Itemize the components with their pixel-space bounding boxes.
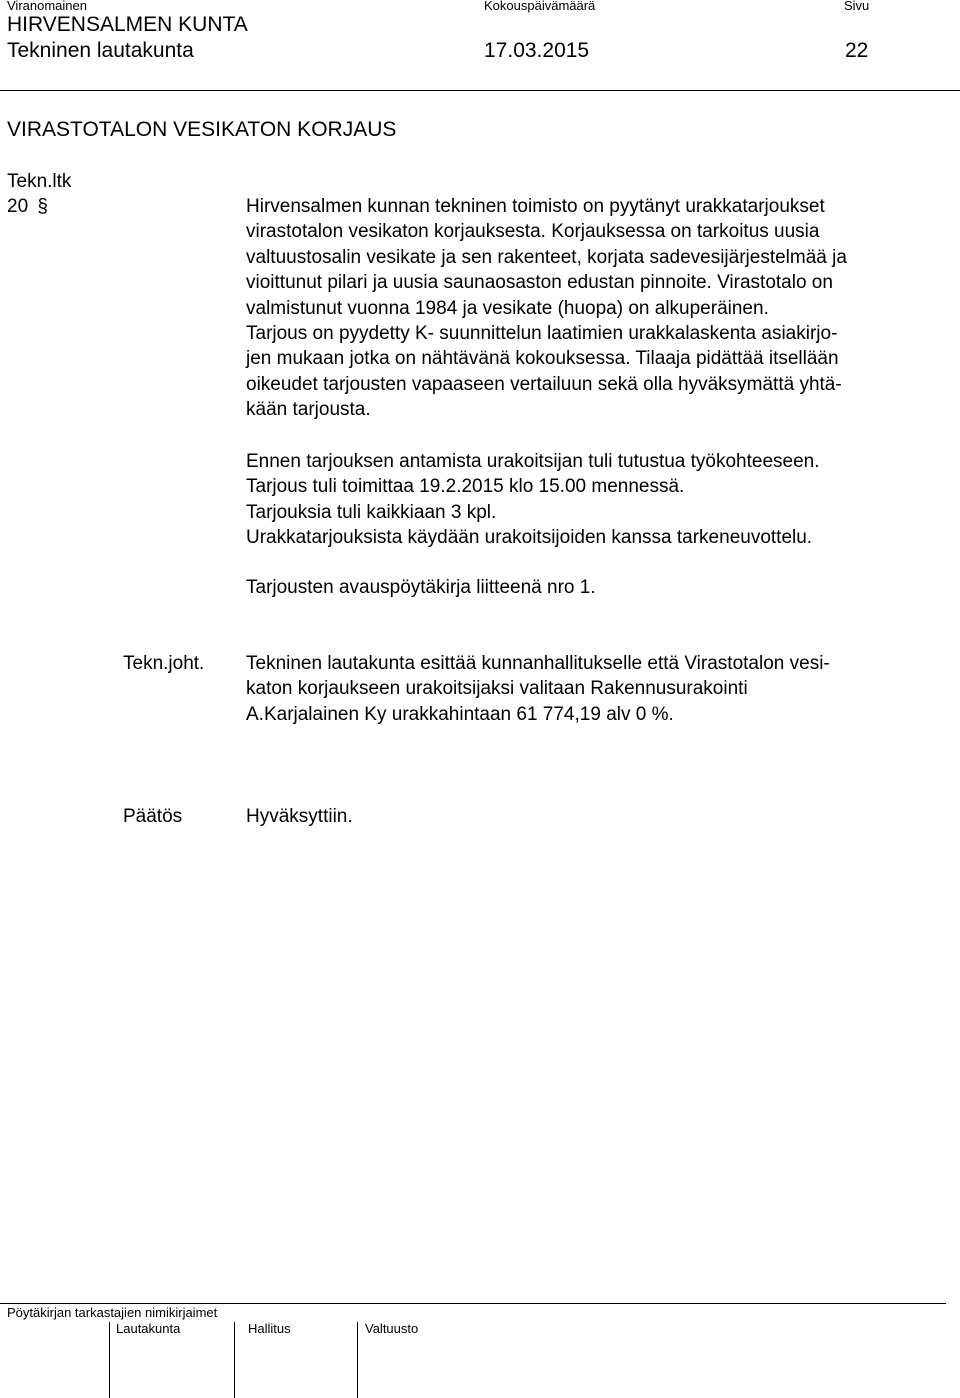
section-ref-number — [7, 194, 48, 219]
section-ref-label: Tekn.ltk — [7, 171, 72, 192]
text-line: kään tarjousta. — [246, 399, 371, 421]
footer-signatures-label: Pöytäkirjan tarkastajien nimikirjaimet — [7, 1305, 218, 1320]
text-line: Tarjousten avauspöytäkirja liitteenä nro 1. — [246, 577, 596, 598]
header-label-date: Kokouspäivämäärä — [484, 0, 596, 13]
footer-col-council: Valtuusto — [365, 1321, 419, 1336]
text-line: oikeudet tarjousten vapaaseen vertailuun sekä olla hyväksymättä yhtä- — [246, 373, 842, 395]
text-line: Tarjous tuli toimittaa 19.2.2015 klo 15.00 mennessä. — [246, 476, 685, 498]
text-line: Tarjous on pyydetty K- suunnittelun laatimien urakkalaskenta asiakirjo- — [246, 323, 838, 345]
text-line: virastotalon vesikaton korjauksesta. Korjauksessa on tarkoitus uusia — [246, 221, 820, 243]
section-symbol: § — [37, 196, 48, 217]
body-paragraph-3 — [246, 575, 946, 600]
municipality-name: HIRVENSALMEN KUNTA — [7, 13, 248, 36]
text-line: Hirvensalmen kunnan tekninen toimisto on pyytänyt urakkatarjoukset — [246, 196, 825, 217]
footer-column-divider — [234, 1322, 235, 1398]
body-paragraph-1 — [246, 194, 946, 423]
body-paragraph-2 — [246, 449, 946, 551]
section-number: 20 — [7, 196, 29, 217]
footer-column-divider — [109, 1322, 110, 1398]
text-line: A.Karjalainen Ky urakkahintaan 61 774,19 alv 0 %. — [246, 703, 674, 725]
text-line: Tarjouksia tuli kaikkiaan 3 kpl. — [246, 501, 497, 523]
text-line: vioittunut pilari ja uusia saunaosaston edustan pinnoite. Virastotalo on — [246, 272, 833, 294]
proposal-label: Tekn.joht. — [123, 653, 205, 674]
text-line: valmistunut vuonna 1984 ja vesikate (huopa) on alkuperäinen. — [246, 297, 769, 319]
meeting-date: 17.03.2015 — [484, 39, 590, 62]
board-name: Tekninen lautakunta — [7, 39, 194, 62]
footer-col-board: Lautakunta — [116, 1321, 181, 1336]
section-title: VIRASTOTALON VESIKATON KORJAUS — [7, 118, 397, 141]
footer-column-divider — [357, 1322, 358, 1398]
text-line: Urakkatarjouksista käydään urakoitsijoiden kanssa tarkeneuvottelu. — [246, 527, 813, 549]
proposal-text — [246, 651, 946, 727]
footer-divider — [0, 1303, 946, 1304]
decision-text: Hyväksyttiin. — [246, 806, 353, 827]
footer-col-government: Hallitus — [248, 1321, 291, 1336]
header-divider — [0, 90, 960, 91]
page-number: 22 — [845, 39, 869, 62]
text-line: Ennen tarjouksen antamista urakoitsijan tuli tutustua työkohteeseen. — [246, 451, 820, 472]
header-label-official: Viranomainen — [7, 0, 87, 13]
text-line: valtuustosalin vesikate ja sen rakenteet, korjata sadevesijärjestelmää ja — [246, 246, 847, 268]
decision-label: Päätös — [123, 806, 183, 827]
text-line: katon korjaukseen urakoitsijaksi valitaan Rakennusurakointi — [246, 678, 748, 700]
text-line: Tekninen lautakunta esittää kunnanhallitukselle että Virastotalon vesi- — [246, 653, 830, 674]
header-label-page: Sivu — [844, 0, 870, 13]
text-line: jen mukaan jotka on nähtävänä kokouksessa. Tilaaja pidättää itsellään — [246, 348, 839, 370]
